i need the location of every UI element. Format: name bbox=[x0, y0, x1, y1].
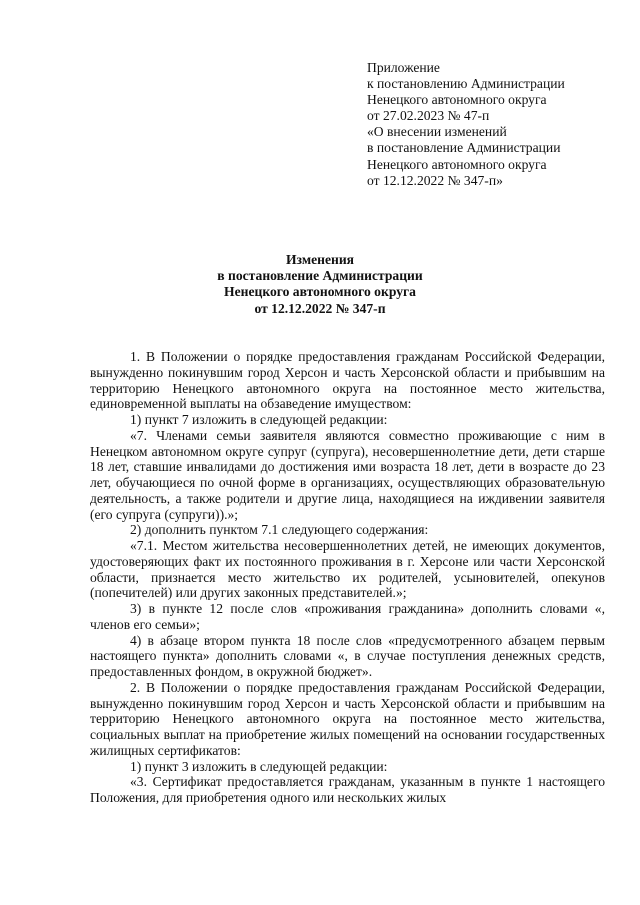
body-paragraph: «7. Членами семьи заявителя являются совместно проживающие с ним в Ненецком автономном округе супруг (супруга), несовершеннолетние дети, дети старше 18 лет, ставшие инвалидами до достижения ими возраста 18 лет, дети в возрасте до 23 лет, обучающиеся по очной форме в организациях, осуществляющих образовательную деятельность, а также родители и другие лица, находящиеся на иждивении заявителя (его супруга (супруги)).»; bbox=[90, 427, 605, 522]
document-body bbox=[90, 349, 605, 806]
appendix-line: от 27.02.2023 № 47-п bbox=[367, 108, 490, 124]
body-paragraph: 2. В Положении о порядке предоставления гражданам Российской Федерации, вынужденно покинувшим город Херсон и часть Херсонской области и прибывшим на территорию Ненецкого автономного округа на постоянное место жительства, социальных выплат на приобретение жилых помещений на основании государственных жилищных сертификатов: bbox=[90, 679, 605, 758]
body-paragraph: 3) в пункте 12 после слов «проживания гражданина» дополнить словами «, членов его семьи»; bbox=[90, 601, 605, 632]
document-heading bbox=[0, 252, 640, 317]
body-paragraph: «7.1. Местом жительства несовершеннолетних детей, не имеющих документов, удостоверяющих факт их постоянного проживания в г. Херсоне или части Херсонской области, признается место жительство их родителей, усыновителей, опекунов (попечителей) или других законных представителей.»; bbox=[90, 538, 605, 601]
heading-line: Изменения bbox=[285, 252, 355, 267]
body-paragraph: 1. В Положении о порядке предоставления гражданам Российской Федерации, вынужденно покинувшим город Херсон и часть Херсонской области и прибывшим на территорию Ненецкого автономного округа на постоянное место жительства, единовременной выплаты на обзаведение имуществом: bbox=[90, 349, 605, 412]
body-paragraph: 4) в абзаце втором пункта 18 после слов «предусмотренного абзацем первым настоящего пункта» дополнить словами «, в случае поступления денежных средств, предоставленных фондом, в окружной бюджет». bbox=[90, 632, 605, 679]
appendix-line: к постановлению Администрации bbox=[367, 76, 565, 92]
body-paragraph: 1) пункт 3 изложить в следующей редакции: bbox=[130, 758, 388, 774]
heading-line: в постановление Администрации bbox=[217, 268, 423, 284]
appendix-line: Ненецкого автономного округа bbox=[367, 156, 547, 172]
appendix-block bbox=[367, 60, 617, 189]
appendix-line: «О внесении изменений bbox=[367, 124, 507, 140]
heading-line: Ненецкого автономного округа bbox=[224, 284, 416, 300]
body-paragraph: 1) пункт 7 изложить в следующей редакции: bbox=[130, 412, 388, 427]
appendix-line: от 12.12.2022 № 347-п» bbox=[367, 172, 503, 188]
body-paragraph: «3. Сертификат предоставляется гражданам, указанным в пункте 1 настоящего Положения, для приобретения одного или нескольких жилых bbox=[90, 774, 605, 805]
appendix-line: в постановление Администрации bbox=[367, 140, 561, 156]
appendix-line: Ненецкого автономного округа bbox=[367, 92, 547, 108]
body-paragraph: 2) дополнить пунктом 7.1 следующего содержания: bbox=[130, 522, 429, 538]
heading-line: от 12.12.2022 № 347-п bbox=[254, 300, 386, 316]
appendix-line: Приложение bbox=[367, 60, 440, 75]
